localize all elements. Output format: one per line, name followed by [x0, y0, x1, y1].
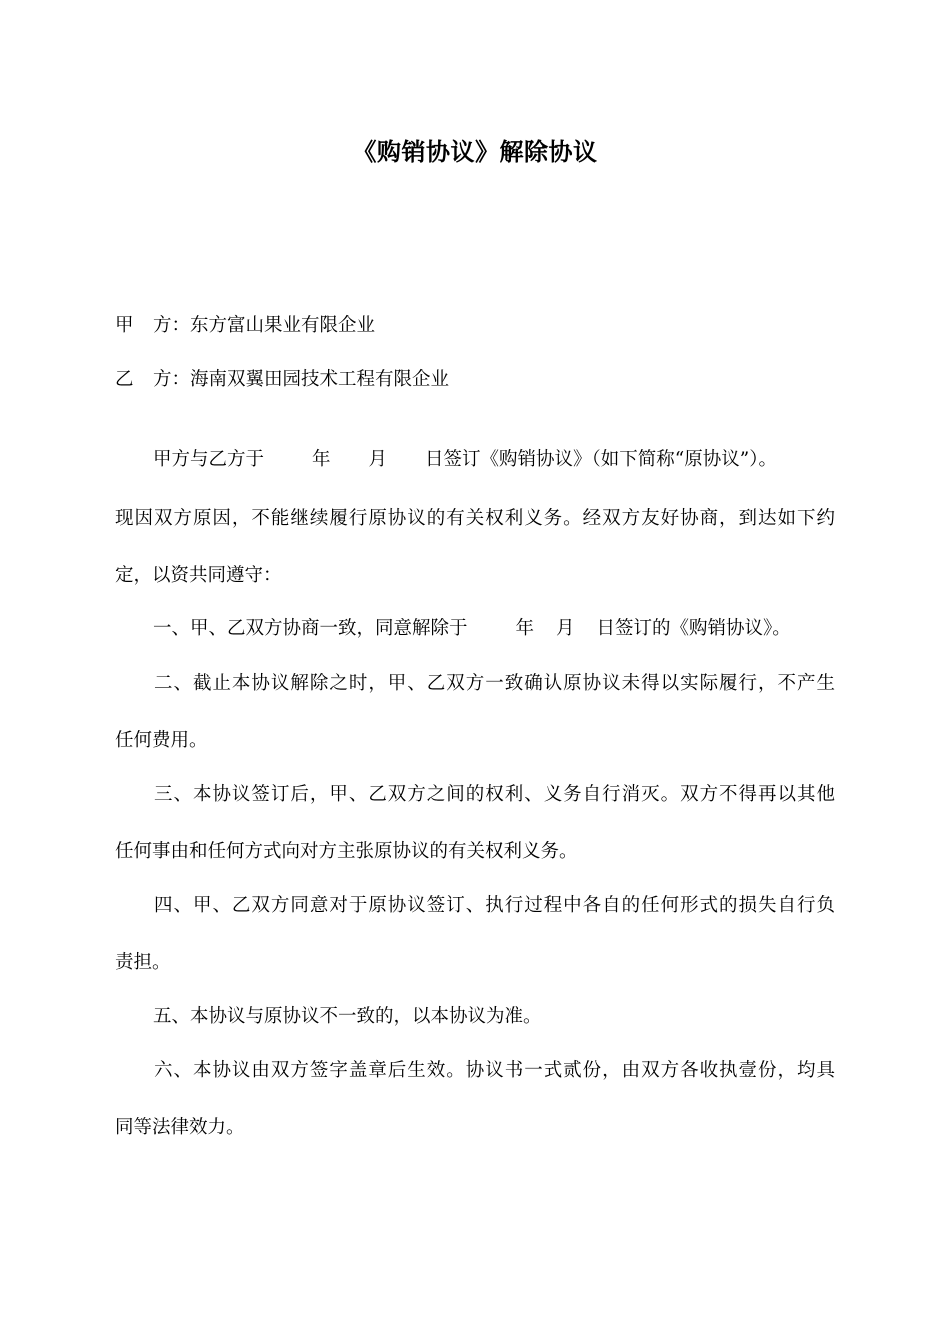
party-b-text: 方：海南双翼田园技术工程有限企业 — [153, 369, 450, 390]
clause-5-text-1: 五、本协议与原协议不一致的，以本协议为准。 — [153, 1006, 542, 1027]
intro-part2: 日签订《购销协议》（如下简称“原协议”）。 — [425, 449, 777, 470]
clause-6-line-1 — [115, 1057, 835, 1085]
intro-line-1 — [115, 446, 835, 474]
clause-4-line-1 — [115, 892, 835, 920]
document-title: 《购销协议》解除协议 — [352, 138, 598, 166]
clause-6-line-2: 同等法律效力。 — [115, 1117, 245, 1138]
clause-1-month: 月 — [556, 618, 575, 639]
clause-4-text-1: 四、甲、乙双方同意对于原协议签订、执行过程中各自的任何形式的损失自行负 — [153, 895, 835, 916]
intro-month: 月 — [368, 449, 388, 470]
clause-2-line-2: 任何费用。 — [115, 730, 208, 751]
intro-line-2: 现因双方原因，不能继续履行原协议的有关权利义务。经双方友好协商，到达如下约 — [115, 508, 835, 529]
intro-line-3: 定，以资共同遵守： — [115, 565, 282, 586]
party-a-text: 方：东方富山果业有限企业 — [153, 315, 376, 336]
clause-1-line-1 — [115, 615, 835, 643]
clause-2-line-1 — [115, 670, 835, 698]
party-b-label: 乙 — [115, 369, 134, 390]
clause-1-year: 年 — [515, 618, 535, 639]
party-b-line — [115, 366, 835, 394]
clause-3-text-1: 三、本协议签订后，甲、乙双方之间的权利、义务自行消灭。双方不得再以其他 — [153, 784, 835, 805]
party-a-line — [115, 312, 835, 340]
intro-part1: 甲方与乙方于 — [153, 449, 265, 470]
intro-year: 年 — [312, 449, 331, 470]
clause-5-line-1 — [115, 1003, 835, 1031]
clause-1-part1: 一、甲、乙双方协商一致，同意解除于 — [153, 618, 468, 639]
clause-6-text-1: 六、本协议由双方签字盖章后生效。协议书一式贰份，由双方各收执壹份，均具 — [153, 1060, 835, 1081]
clause-3-line-2: 任何事由和任何方式向对方主张原协议的有关权利义务。 — [115, 841, 578, 862]
clause-3-line-1 — [115, 781, 835, 809]
party-a-label: 甲 — [115, 315, 134, 336]
clause-2-text-1: 二、截止本协议解除之时，甲、乙双方一致确认原协议未得以实际履行，不产生 — [153, 673, 835, 694]
clause-4-line-2: 责担。 — [115, 952, 171, 973]
clause-1-part2: 日签订的《购销协议》。 — [596, 618, 791, 639]
